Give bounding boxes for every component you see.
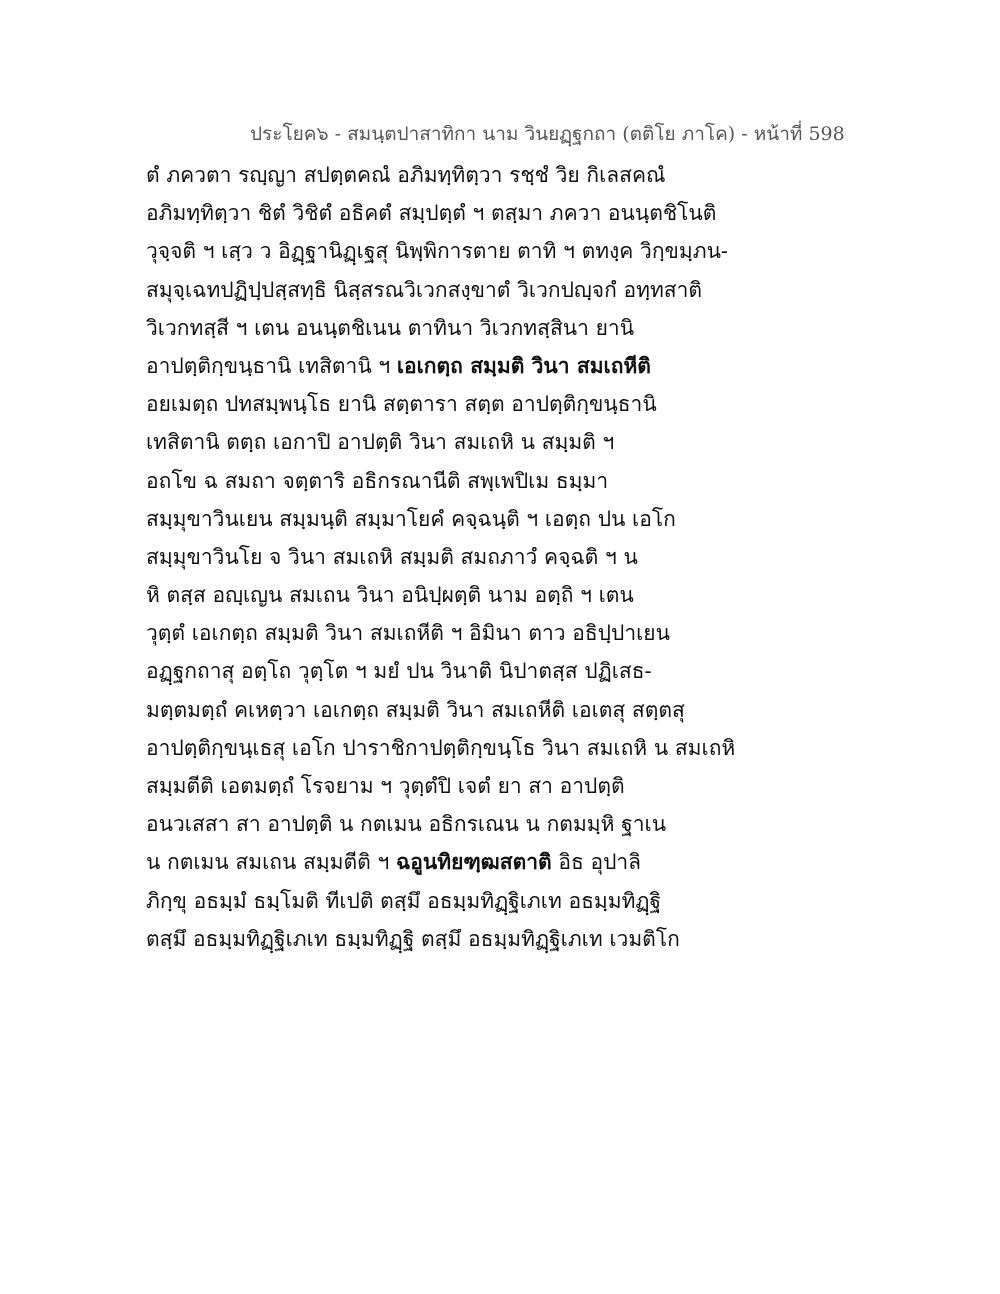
body-text [146, 156, 766, 958]
text-line [146, 309, 766, 347]
text-line [146, 462, 766, 500]
text-segment: วุตฺตํ เอเกตฺถ สมฺมติ วินา สมเถหีติ ฯ อิมินา ตาว อธิปฺปาเยน [146, 621, 670, 646]
text-segment: อิธ อุปาลิ [551, 850, 642, 875]
text-segment: มตฺตมตฺถํ คเหตฺวา เอเกตฺถ สมฺมติ วินา สมเถหีติ เอเตสุ สตฺตสุ [146, 697, 685, 722]
text-segment: อาปตฺติกฺขนฺธานิ เทสิตานิ ฯ [146, 353, 397, 378]
text-line [146, 691, 766, 729]
text-line [146, 194, 766, 232]
text-segment: สมฺมตีติ เอตมตฺถํ โรจยาม ฯ วุตฺตํปิ เจตํ ยา สา อาปตฺติ [146, 774, 625, 798]
text-line [146, 156, 766, 194]
text-line [146, 271, 766, 309]
text-line [146, 347, 766, 385]
text-segment: สมฺมุขาวินเยน สมฺมนฺติ สมฺมาโยคํ คจฺฉนฺติ ฯ เอตฺถ ปน เอโก [146, 506, 676, 531]
bold-term: ฉอูนทิยฑฺฒสตาติ [395, 849, 552, 875]
running-title: ประโยค๖ - สมนฺตปาสาทิกา นาม วินยฏฺฐกถา (ตติโย ภาโค) - หน้าที่ 598 [250, 123, 845, 145]
text-segment: อถโข ฉ สมถา จตฺตาริ อธิกรณานีติ สพฺเพปิเม ธมฺมา [146, 468, 609, 493]
text-segment: ตํ ภควตา รญฺญา สปตฺตคณํ อภิมทฺทิตฺวา รชฺชํ วิย กิเลสคณํ [146, 163, 666, 187]
text-line [146, 882, 766, 920]
text-segment: เทสิตานิ ตตฺถ เอกาปิ อาปตฺติ วินา สมเถหิ น สมฺมติ ฯ [146, 430, 615, 455]
text-line [146, 843, 766, 881]
text-line [146, 232, 766, 270]
text-line [146, 423, 766, 461]
text-segment: สมฺมุขาวินโย จ วินา สมเถหิ สมฺมติ สมถภาวํ คจฺฉติ ฯ น [146, 544, 638, 569]
text-line [146, 767, 766, 805]
text-line [146, 576, 766, 614]
text-segment: อภิมทฺทิตฺวา ชิตํ วิชิตํ อธิคตํ สมฺปตฺตํ ฯ ตสฺมา ภควา อนนฺตชิโนติ [146, 201, 717, 226]
text-line [146, 652, 766, 690]
text-line [146, 920, 766, 958]
text-segment: วุจฺจติ ฯ เสฺว ว อิฏฺฐานิฏฺเฐสุ นิพฺพิการตาย ตาทิ ฯ ตทงฺค วิกฺขมฺภน- [146, 239, 729, 264]
text-segment: หิ ตสฺส อญฺเญน สมเถน วินา อนิปฺผตฺติ นาม อตฺถิ ฯ เตน [146, 583, 634, 608]
text-segment: วิเวกทสฺสี ฯ เตน อนนฺตชิเนน ตาทินา วิเวกทสฺสินา ยานิ [146, 315, 635, 340]
text-line [146, 729, 766, 767]
text-line [146, 614, 766, 652]
text-line [146, 385, 766, 423]
running-header [250, 118, 845, 150]
text-segment: ภิกฺขุ อธมฺมํ ธมฺโมติ ทีเปติ ตสฺมึ อธมฺมทิฏฺฐิเภเท อธมฺมทิฏฺฐิ [146, 888, 662, 913]
text-segment: อาปตฺติกฺขนฺเธสุ เอโก ปาราชิกาปตฺติกฺขนฺโธ วินา สมเถหิ น สมเถหิ [146, 735, 736, 760]
bold-term: เอเกตฺถ สมฺมติ วินา สมเถหีติ [396, 352, 651, 378]
text-segment: อฏฺฐกถาสุ อตฺโถ วุตฺโต ฯ มยํ ปน วินาติ นิปาตสฺส ปฏิเสธ- [146, 659, 652, 684]
text-segment: สมุจฺเฉทปฏิปฺปสฺสทฺธิ นิสฺสรณวิเวกสงฺขาตํ วิเวกปญฺจกํ อทฺทสาติ [146, 277, 703, 302]
text-line [146, 538, 766, 576]
text-segment: ตสฺมึ อธมฺมทิฏฺฐิเภเท ธมฺมทิฏฺฐิ ตสฺมึ อธมฺมทิฏฺฐิเภเท เวมติโก [146, 926, 680, 951]
text-segment: น กตเมน สมเถน สมฺมตีติ ฯ [146, 850, 396, 875]
text-line [146, 805, 766, 843]
text-line [146, 500, 766, 538]
text-segment: อนวเสสา สา อาปตฺติ น กตเมน อธิกรเณน น กตมมฺหิ ฐาเน [146, 812, 667, 837]
text-segment: อยเมตฺถ ปทสมฺพนฺโธ ยานิ สตฺตารา สตฺต อาปตฺติกฺขนฺธานิ [146, 392, 657, 417]
